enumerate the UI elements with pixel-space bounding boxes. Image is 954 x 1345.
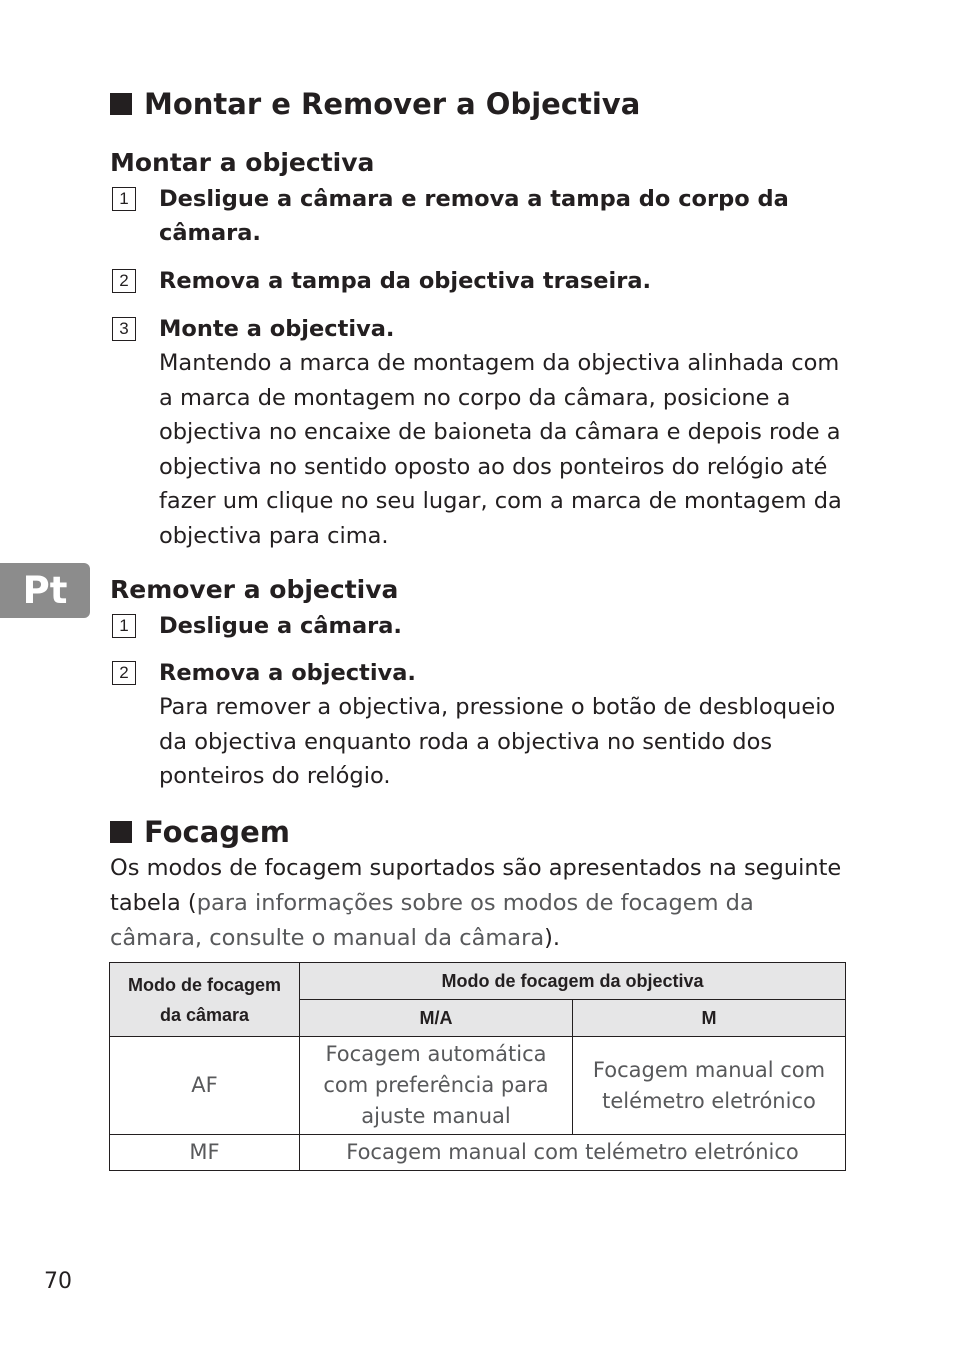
step-title: Monte a objectiva. (159, 316, 395, 342)
row-mf-both: Focagem manual com telémetro eletrónico (300, 1135, 846, 1171)
step-number: 1 (112, 187, 136, 211)
intro-note: para informações sobre os modos de focagem da câmara, consulte o manual da câmara (110, 890, 754, 951)
step-title: Desligue a câmara e remova a tampa do corpo da câmara. (159, 186, 789, 246)
step-description: Para remover a objectiva, pressione o botão de desbloqueio da objectiva enquanto roda a objectiva no sentido dos ponteiros do relógio. (159, 694, 836, 789)
section-title: Montar e Remover a Objectiva (144, 87, 641, 121)
focus-intro (110, 851, 850, 956)
row-af-label: AF (110, 1037, 300, 1135)
section-marker-icon (110, 821, 132, 843)
section-heading-mount (110, 86, 640, 122)
header-lens-mode: Modo de focagem da objectiva (300, 963, 846, 1000)
intro-end: ). (544, 925, 561, 951)
step-number: 1 (112, 614, 136, 638)
header-m: M (573, 1000, 846, 1037)
subheading-remove: Remover a objectiva (110, 575, 399, 604)
step-title: Desligue a câmara. (159, 613, 402, 639)
header-ma: M/A (300, 1000, 573, 1037)
section-title: Focagem (144, 815, 290, 849)
row-af-m: Focagem manual com telémetro eletrónico (573, 1037, 846, 1135)
step-title: Remova a tampa da objectiva traseira. (159, 268, 652, 294)
row-mf-label: MF (110, 1135, 300, 1171)
language-tab: Pt (0, 563, 90, 618)
header-camera-mode: Modo de focagem da câmara (110, 963, 300, 1037)
section-marker-icon (110, 93, 132, 115)
intro-text: Os modos de focagem suportados são apresentados na seguinte tabela ( (110, 855, 842, 916)
subheading-mount: Montar a objectiva (110, 148, 375, 177)
step-number: 3 (112, 317, 136, 341)
step-number: 2 (112, 269, 136, 293)
step-title: Remova a objectiva. (159, 660, 416, 686)
step-description: Mantendo a marca de montagem da objectiva alinhada com a marca de montagem no corpo da câmara, posicione a objectiva no encaixe de baioneta da câmara e depois rode a objectiva no sentido oposto ao dos ponteiros do relógio até fazer um clique no seu lugar, com a marca de montagem da objectiva para cima. (159, 350, 842, 549)
row-af-ma: Focagem automática com preferência para ajuste manual (300, 1037, 573, 1135)
section-heading-focus (110, 814, 290, 850)
step-number: 2 (112, 661, 136, 685)
focus-mode-table (109, 962, 846, 1171)
page-number: 70 (44, 1269, 72, 1294)
